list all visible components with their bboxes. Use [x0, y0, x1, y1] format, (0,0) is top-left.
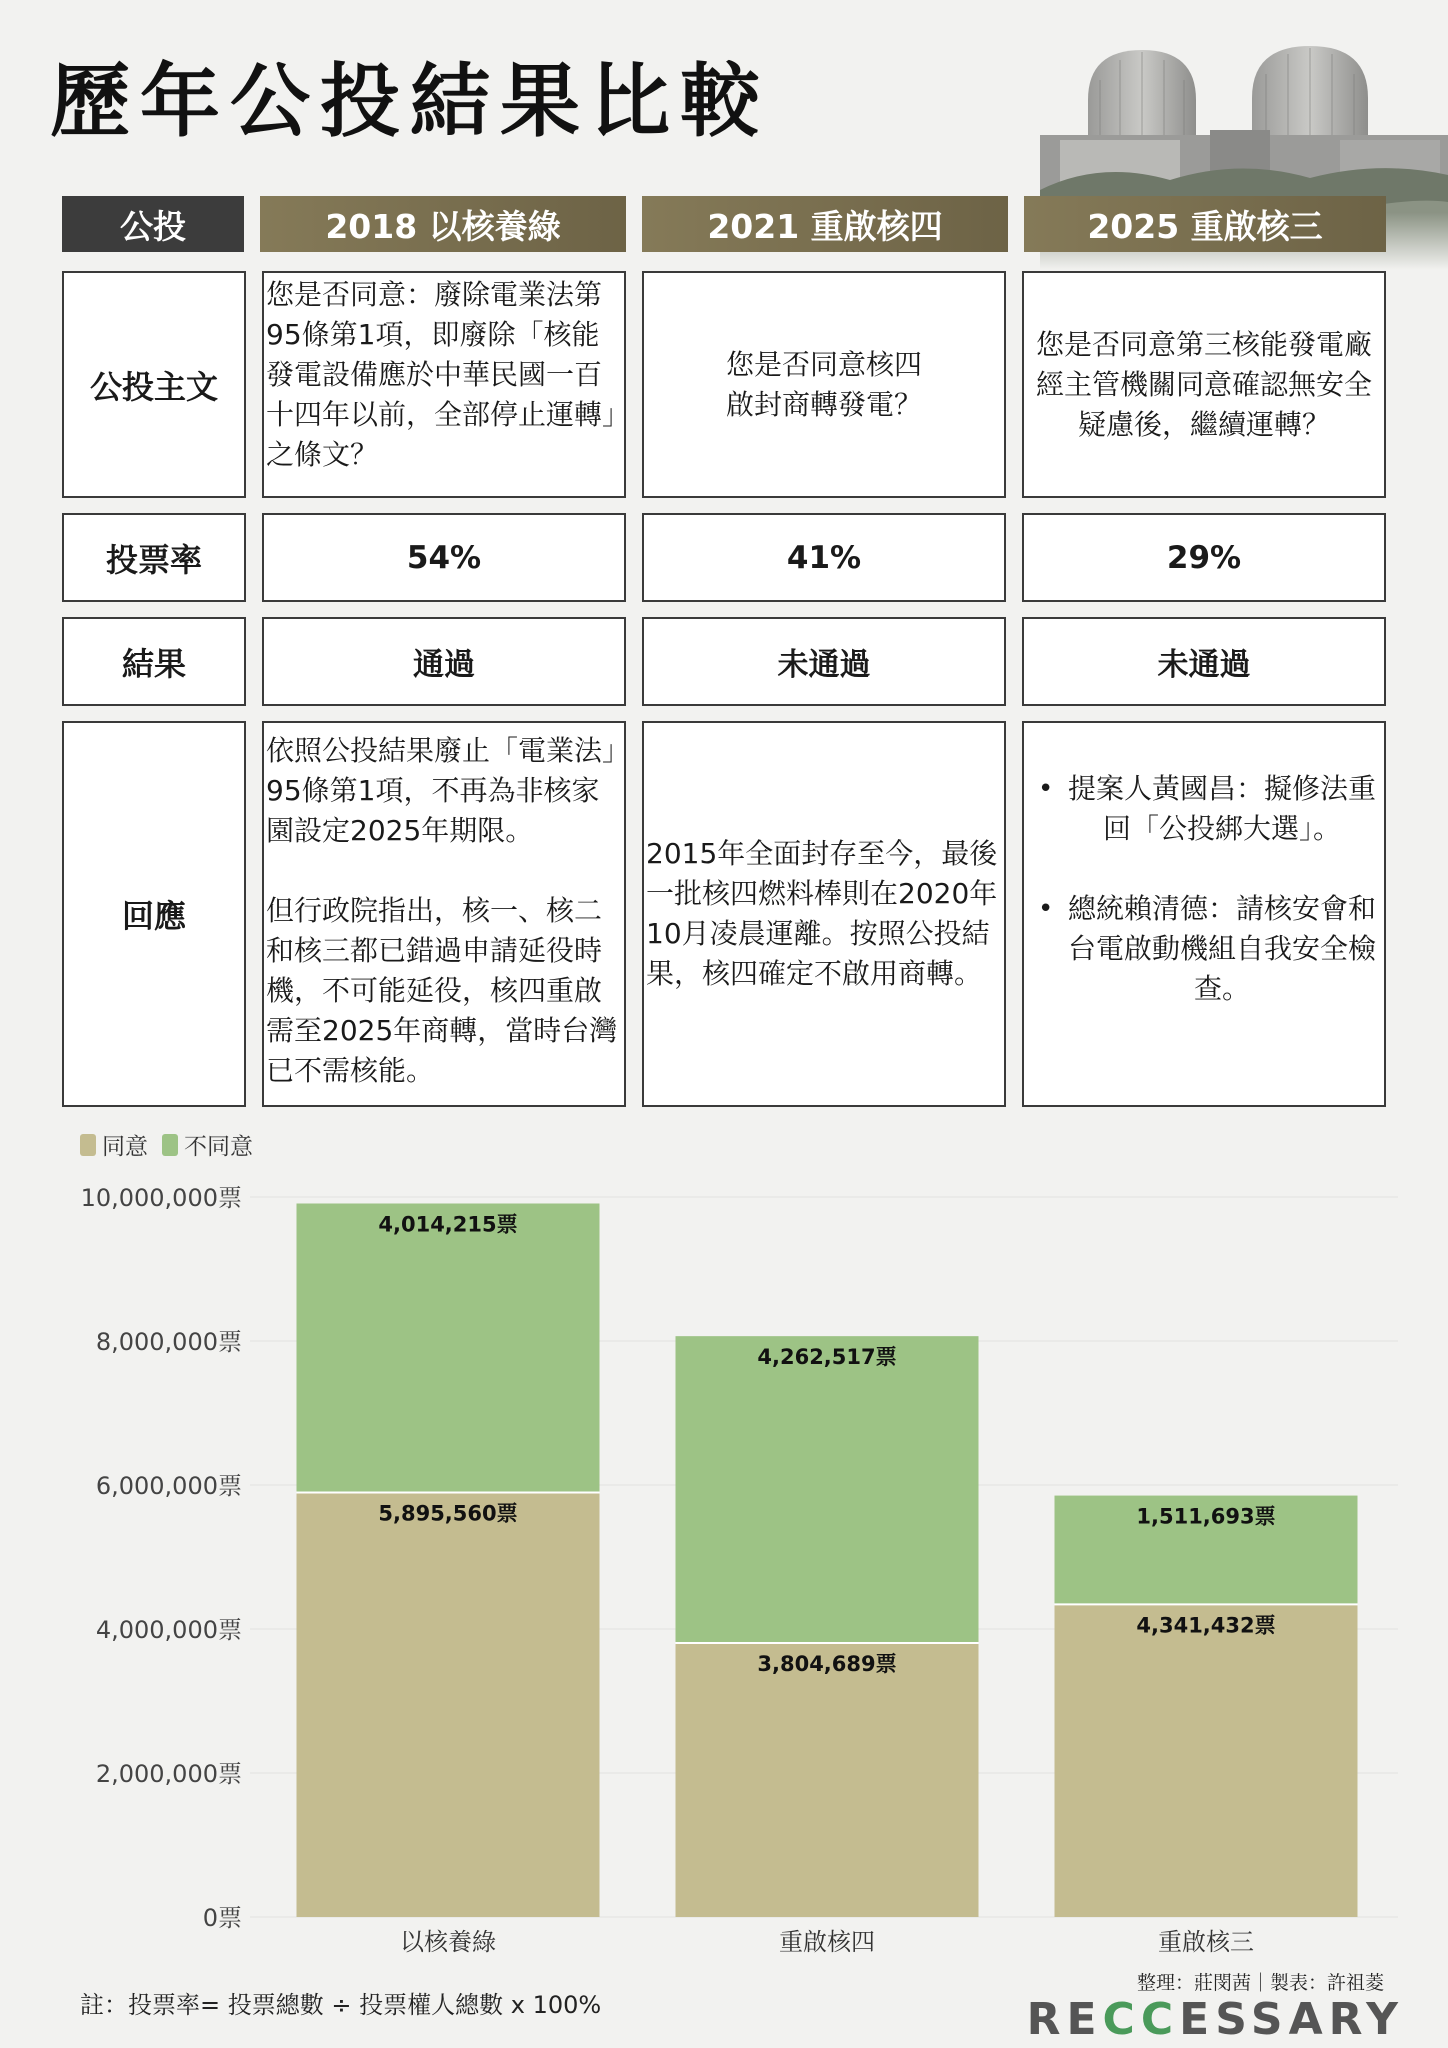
x-tick-label: 重啟核三: [1158, 1928, 1254, 1956]
bar-disagree: [676, 1336, 979, 1643]
row-label-question: 公投主文: [62, 271, 246, 498]
row-label-result: 結果: [62, 617, 246, 706]
logo-text-part-2: CC: [1102, 1994, 1180, 2045]
y-tick-label: 2,000,000票: [95, 1760, 242, 1788]
turnout-2018: 54%: [262, 513, 626, 602]
turnout-2025: 29%: [1022, 513, 1386, 602]
row-label-response: 回應: [62, 721, 246, 1107]
logo-text-part-3: ESSARY: [1179, 1994, 1404, 2045]
result-2025: 未通過: [1022, 617, 1386, 706]
y-tick-label: 0票: [202, 1904, 242, 1932]
legend-label-disagree: 不同意: [184, 1134, 253, 1160]
response-2021: 2015年全面封存至今，最後一批核四燃料棒則在2020年10月凌晨運離。按照公投結果，核四確定不啟用商轉。: [642, 721, 1006, 1107]
bar-agree: [297, 1493, 600, 1917]
data-label: 4,262,517票: [757, 1345, 897, 1370]
table-header-2021: 2021 重啟核四: [642, 196, 1008, 252]
question-2025: 您是否同意第三核能發電廠經主管機關同意確認無安全疑慮後，繼續運轉？: [1022, 271, 1386, 498]
turnout-2021: 41%: [642, 513, 1006, 602]
data-label: 1,511,693票: [1136, 1504, 1276, 1529]
table-header-corner: 公投: [62, 196, 244, 252]
bar-agree: [1055, 1604, 1358, 1917]
y-tick-label: 4,000,000票: [95, 1616, 242, 1644]
legend-label-agree: 同意: [102, 1134, 148, 1160]
x-tick-label: 以核養綠: [400, 1928, 496, 1956]
response-2018-paragraph-2: 但行政院指出，核一、核二和核三都已錯過申請延役時機，不可能延役，核四重啟需至2025年商轉，當時台灣已不需核能。: [266, 894, 618, 1087]
response-2025-bullet-2: • 總統賴清德：請核安會和台電啟動機組自我安全檢查。: [1042, 889, 1384, 1009]
question-2021: 您是否同意核四啟封商轉發電？: [642, 271, 1006, 498]
footnote: 註：投票率= 投票總數 ÷ 投票權人總數 x 100%: [80, 1991, 602, 2019]
logo-text-part-1: RE: [1026, 1994, 1103, 2045]
data-label: 3,804,689票: [757, 1652, 897, 1677]
data-label: 4,014,215票: [378, 1212, 518, 1237]
y-tick-label: 8,000,000票: [95, 1328, 242, 1356]
row-label-turnout: 投票率: [62, 513, 246, 602]
bar-agree: [676, 1643, 979, 1917]
response-2018-paragraph-1: 依照公投結果廢止「電業法」95條第1項，不再為非核家園設定2025年期限。: [266, 734, 617, 847]
page-title: 歷年公投結果比較: [50, 55, 770, 148]
reccessary-logo: [1027, 1994, 1404, 2045]
table-header-2018: 2018 以核養綠: [260, 196, 626, 252]
response-2025-bullet-1: • 提案人黃國昌：擬修法重回「公投綁大選」。: [1042, 769, 1384, 849]
question-2018: 您是否同意：廢除電業法第95條第1項，即廢除「核能發電設備應於中華民國一百十四年以前，全部停止運轉」之條文？: [262, 271, 626, 498]
x-tick-label: 重啟核四: [779, 1928, 875, 1956]
result-2021: 未通過: [642, 617, 1006, 706]
data-label: 5,895,560票: [378, 1501, 518, 1526]
credits: 整理：莊閔茜｜製表：許祖菱: [1136, 1972, 1384, 1994]
data-label: 4,341,432票: [1136, 1613, 1276, 1638]
y-tick-label: 10,000,000票: [80, 1184, 242, 1212]
bar-disagree: [297, 1203, 600, 1492]
y-tick-label: 6,000,000票: [95, 1472, 242, 1500]
table-header-2025: 2025 重啟核三: [1024, 196, 1386, 252]
result-2018: 通過: [262, 617, 626, 706]
